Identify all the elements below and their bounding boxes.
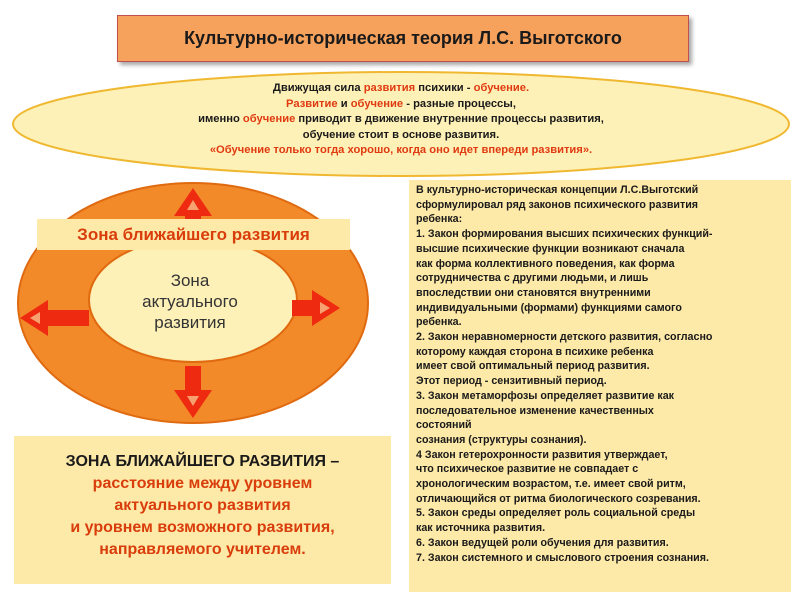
oval-text (136, 81, 666, 159)
definition-line: направляемого учителем. (99, 541, 306, 558)
laws-panel (409, 180, 791, 592)
laws-line: В культурно-историческая концепции Л.С.Выготский (416, 184, 699, 196)
slide-title: Культурно-историческая теория Л.С. Выготского (117, 15, 689, 62)
laws-line: хронологическим возрастом, т.е. имеет свой ритм, (416, 478, 686, 491)
laws-line: 1. Закон формирования высших психических функций- (416, 228, 713, 241)
definition-line: расстояние между уровнем (92, 475, 313, 492)
definition-panel (14, 436, 391, 584)
laws-line: состояний (416, 419, 472, 432)
laws-line: 5. Закон среды определяет роль социальной среды (416, 507, 696, 520)
definition-heading: ЗОНА БЛИЖАЙШЕГО РАЗВИТИЯ – (65, 453, 340, 470)
laws-line: сознания (структуры сознания). (416, 433, 587, 446)
laws-line: сотрудничества с другими людьми, и лишь (416, 272, 649, 285)
laws-line: ребенка. (416, 316, 462, 329)
oval-line-5: «Обучение только тогда хорошо, когда оно идет впереди развития». (209, 144, 593, 156)
laws-line: высшие психические функции возникают сначала (416, 242, 685, 255)
laws-line: 3. Закон метаморфозы определяет развитие как (416, 389, 675, 402)
laws-line: которому каждая сторона в психике ребенка (416, 345, 654, 358)
laws-line: индивидуальными (формами) функциями самого (416, 301, 682, 314)
laws-line: как источника развития. (416, 522, 546, 535)
definition-line: актуального развития (114, 497, 291, 514)
laws-line: впоследствии они становятся внутренними (416, 286, 651, 299)
laws-line: сформулировал ряд законов психического развития (416, 198, 699, 211)
laws-line: отличающийся от ритма биологического созревания. (416, 492, 701, 505)
principle-oval (6, 68, 796, 180)
nearest-zone-label: Зона ближайшего развития (37, 219, 350, 250)
laws-line: что психическое развитие не совпадает с (416, 463, 639, 476)
oval-line-2: Развитие и обучение - разные процессы, (286, 97, 516, 110)
oval-line-1: Движущая сила развития психики - обучение. (272, 82, 530, 94)
laws-line: 2. Закон неравномерности детского развития, согласно (416, 331, 713, 344)
oval-line-3: именно обучение приводит в движение внутренние процессы развития, (198, 113, 604, 125)
laws-line: имеет свой оптимальный период развития. (416, 360, 650, 373)
laws-line: 7. Закон системного и смыслового строения сознания. (416, 551, 709, 564)
laws-line: ребенка: (416, 213, 463, 226)
actual-zone-label: Зона актуального развития (142, 271, 238, 332)
laws-line: последовательное изменение качественных (416, 404, 654, 417)
laws-line: 4 Закон гетерохронности развития утверждает, (416, 448, 668, 461)
laws-line: как форма коллективного поведения, как форма (416, 257, 675, 270)
definition-line: и уровнем возможного развития, (70, 519, 335, 536)
laws-line: 6. Закон ведущей роли обучения для развития. (416, 536, 669, 549)
oval-line-4: обучение стоит в основе развития. (302, 128, 500, 141)
laws-line: Этот период - сензитивный период. (416, 375, 607, 388)
